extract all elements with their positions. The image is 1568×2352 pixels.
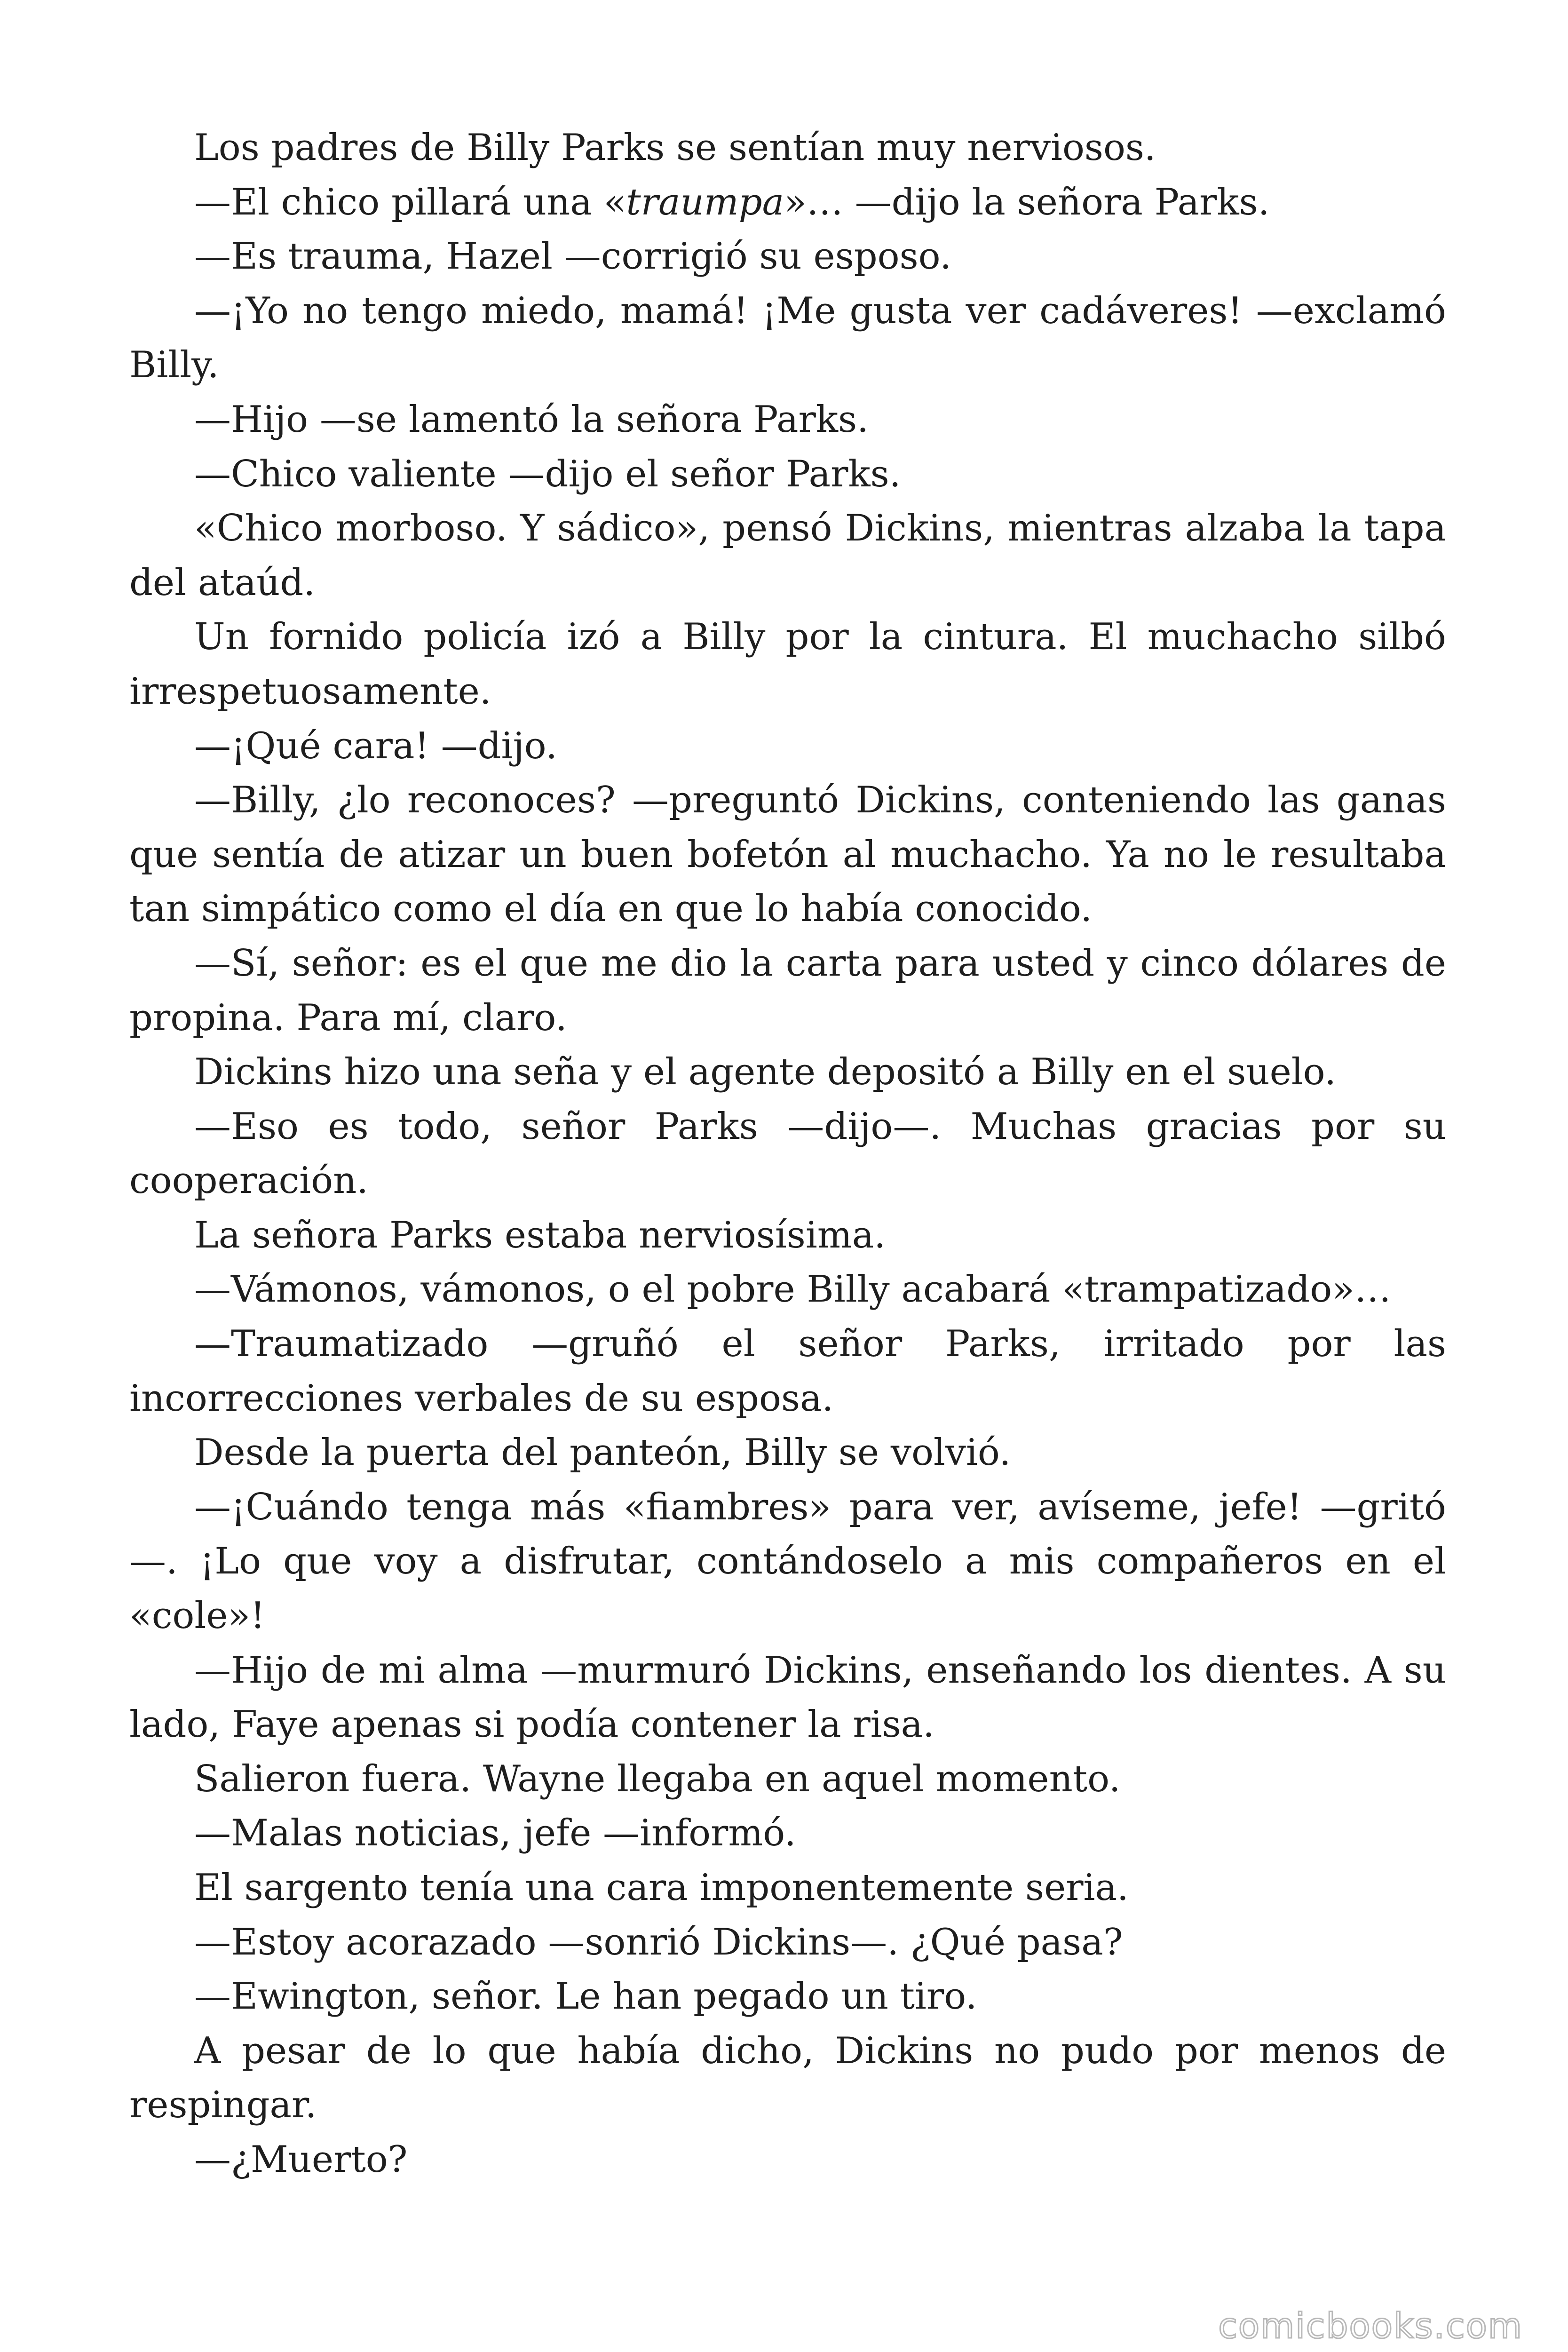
- paragraph: —Chico valiente —dijo el señor Parks.: [194, 453, 901, 495]
- paragraph: Un fornido policía izó a Billy por la cintura. El muchacho silbó irrespetuosamente.: [129, 616, 1446, 713]
- paragraph: —¡Yo no tengo miedo, mamá! ¡Me gusta ver cadáveres! —exclamó Billy.: [129, 289, 1446, 387]
- paragraph: —Traumatizado —gruñó el señor Parks, irritado por las incorrecciones verbales de su esposa.: [129, 1323, 1446, 1420]
- watermark: comicbooks.com: [1218, 2306, 1523, 2346]
- paragraph: «Chico morboso. Y sádico», pensó Dickins, mientras alzaba la tapa del ataúd.: [129, 507, 1446, 604]
- paragraph: —Hijo —se lamentó la señora Parks.: [194, 398, 869, 441]
- paragraph: [129, 175, 1446, 230]
- paragraph: —Es trauma, Hazel —corrigió su esposo.: [194, 235, 952, 278]
- paragraph: —Billy, ¿lo reconoces? —preguntó Dickins, conteniendo las ganas que sentía de atizar un buen bofetón al muchacho. Ya no le resultaba tan simpático como el día en que lo había conocido.: [129, 779, 1446, 930]
- paragraph: —Hijo de mi alma —murmuró Dickins, enseñando los dientes. A su lado, Faye apenas si podía contener la risa.: [129, 1649, 1446, 1746]
- paragraph: —Malas noticias, jefe —informó.: [194, 1812, 796, 1855]
- paragraph-text: »… —dijo la señora Parks.: [784, 181, 1270, 223]
- paragraph: —Ewington, señor. Le han pegado un tiro.: [194, 1975, 977, 2018]
- paragraph: Dickins hizo una seña y el agente depositó a Billy en el suelo.: [194, 1051, 1337, 1094]
- paragraph: —¡Cuándo tenga más «fiambres» para ver, avíseme, jefe! —gritó —. ¡Lo que voy a disfrutar, contándoselo a mis compañeros en el «cole»!: [129, 1486, 1446, 1637]
- paragraph: A pesar de lo que había dicho, Dickins no pudo por menos de respingar.: [129, 2029, 1446, 2127]
- paragraph: —Estoy acorazado —sonrió Dickins—. ¿Qué pasa?: [194, 1921, 1123, 1963]
- paragraph: —¿Muerto?: [194, 2138, 408, 2181]
- paragraph: El sargento tenía una cara imponentemente seria.: [194, 1867, 1129, 1909]
- paragraph: Los padres de Billy Parks se sentían muy nerviosos.: [194, 127, 1156, 169]
- paragraph: —Eso es todo, señor Parks —dijo—. Muchas gracias por su cooperación.: [129, 1105, 1446, 1202]
- paragraph: —¡Qué cara! —dijo.: [194, 724, 558, 767]
- paragraph: La señora Parks estaba nerviosísima.: [194, 1214, 886, 1256]
- paragraph-text: —El chico pillará una «: [194, 181, 626, 223]
- paragraph: —Sí, señor: es el que me dio la carta para usted y cinco dólares de propina. Para mí, claro.: [129, 942, 1446, 1039]
- page-body-text: [129, 121, 1446, 2187]
- paragraph: Salieron fuera. Wayne llegaba en aquel momento.: [194, 1757, 1121, 1800]
- italic-word: traumpa: [626, 181, 784, 223]
- paragraph: —Vámonos, vámonos, o el pobre Billy acabará «trampatizado»…: [194, 1268, 1391, 1311]
- paragraph: Desde la puerta del panteón, Billy se volvió.: [194, 1431, 1011, 1474]
